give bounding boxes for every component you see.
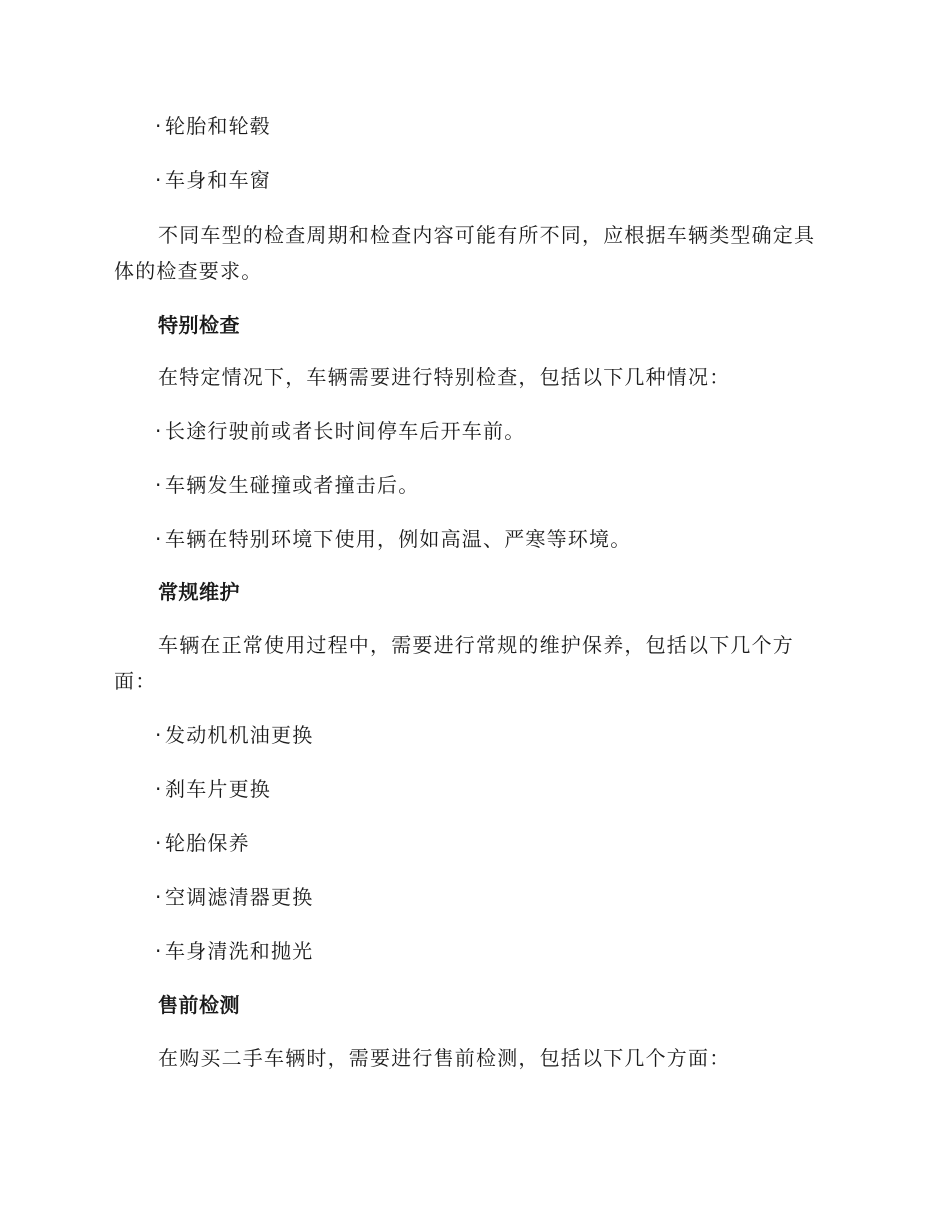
list-item-text: 车辆发生碰撞或者撞击后。 xyxy=(165,473,420,497)
list-item-text: 轮胎和轮毂 xyxy=(165,114,271,138)
bullet-marker: · xyxy=(155,831,163,855)
list-item-text: 发动机机油更换 xyxy=(165,723,314,747)
paragraph-line: 车辆在正常使用过程中，需要进行常规的维护保养，包括以下几个方 xyxy=(158,633,794,657)
list-item xyxy=(155,167,271,193)
paragraph-line: 不同车型的检查周期和检查内容可能有所不同，应根据车辆类型确定具 xyxy=(158,223,816,247)
bullet-marker: · xyxy=(155,419,163,443)
bullet-marker: · xyxy=(155,777,163,801)
paragraph-line: 在购买二手车辆时，需要进行售前检测，包括以下几个方面： xyxy=(158,1046,731,1070)
bullet-marker: · xyxy=(155,114,163,138)
list-item-text: 长途行驶前或者长时间停车后开车前。 xyxy=(165,419,526,443)
section-heading: 特别检查 xyxy=(158,313,240,337)
list-item-text: 车身清洗和抛光 xyxy=(165,939,314,963)
bullet-marker: · xyxy=(155,473,163,497)
list-item xyxy=(155,776,271,802)
paragraph-line: 面： xyxy=(114,669,157,693)
list-item-text: 空调滤清器更换 xyxy=(165,885,314,909)
section-heading: 售前检测 xyxy=(158,993,240,1017)
list-item-text: 轮胎保养 xyxy=(165,831,250,855)
bullet-marker: · xyxy=(155,527,163,551)
list-item xyxy=(155,884,313,910)
bullet-marker: · xyxy=(155,885,163,909)
list-item-text: 刹车片更换 xyxy=(165,777,271,801)
list-item xyxy=(155,526,631,552)
bullet-marker: · xyxy=(155,168,163,192)
bullet-marker: · xyxy=(155,939,163,963)
paragraph-line: 体的检查要求。 xyxy=(114,259,263,283)
list-item xyxy=(155,472,419,498)
list-item xyxy=(155,938,313,964)
section-heading: 常规维护 xyxy=(158,580,240,604)
bullet-marker: · xyxy=(155,723,163,747)
list-item xyxy=(155,113,271,139)
list-item xyxy=(155,722,313,748)
paragraph-line: 在特定情况下，车辆需要进行特别检查，包括以下几种情况： xyxy=(158,365,731,389)
list-item xyxy=(155,830,250,856)
list-item-text: 车辆在特别环境下使用，例如高温、严寒等环境。 xyxy=(165,527,632,551)
list-item-text: 车身和车窗 xyxy=(165,168,271,192)
list-item xyxy=(155,418,525,444)
